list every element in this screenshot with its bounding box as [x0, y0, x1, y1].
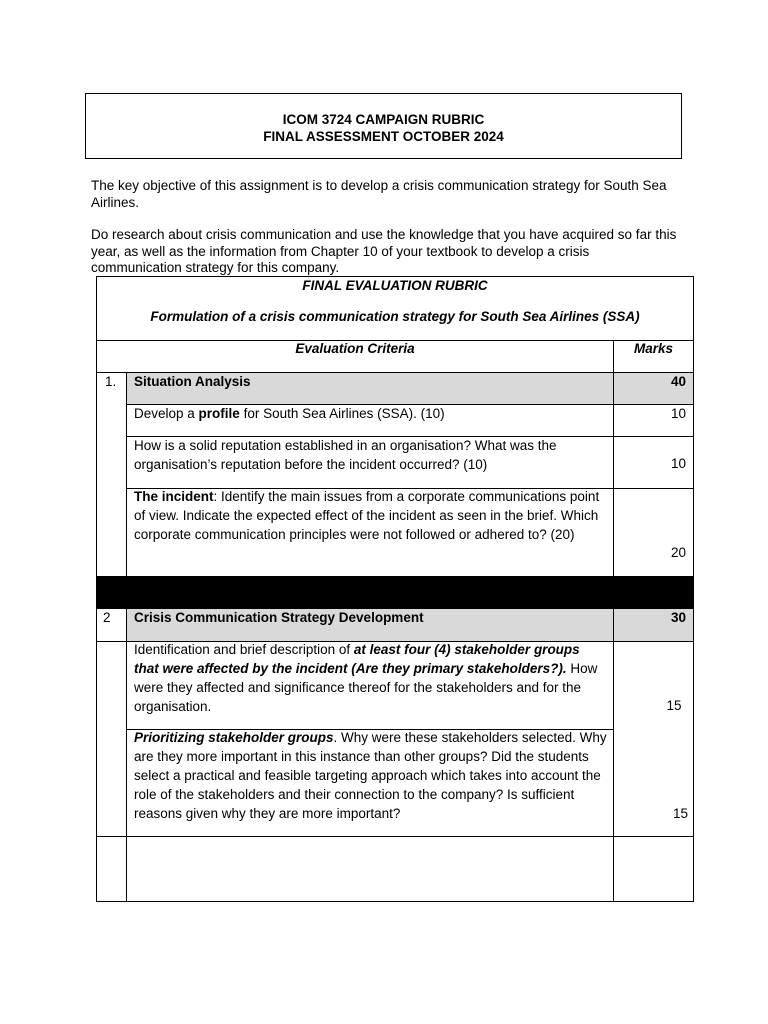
empty-row	[127, 837, 613, 901]
rubric-subtitle: Formulation of a crisis communication strategy for South Sea Airlines (SSA)	[150, 309, 640, 324]
separator-bar	[97, 576, 694, 609]
criterion-stakeholder-identification-marks: 15	[666, 698, 682, 713]
course-title: ICOM 3724 CAMPAIGN RUBRIC	[282, 112, 485, 127]
section2-title: Crisis Communication Strategy Development	[134, 610, 424, 625]
header-box	[85, 93, 682, 159]
intro-paragraph-2: Do research about crisis communication and use the knowledge that you have acquired so far this year, as well as the information from Chapter 10 of your textbook to develop a crisis communication strategy for this company.	[91, 227, 677, 275]
section1-number: 1.	[105, 374, 117, 389]
criterion-incident: The incident: Identify the main issues from a corporate communications point of view. Indicate the expected effect of the incident as seen in the brief. Which corporate communication principles were not followed or adhered to? (20)	[134, 489, 600, 542]
section1-title: Situation Analysis	[134, 374, 251, 389]
criterion-reputation-marks: 10	[670, 456, 686, 471]
criterion-reputation: How is a solid reputation established in an organisation? What was the organisation’s reputation before the incident occurred? (10)	[134, 438, 557, 472]
criterion-prioritizing: Prioritizing stakeholder groups. Why were these stakeholders selected. Why are they more important in this instance than other groups? Did the students select a practical and feasible targeting approach which takes into account the role of the stakeholders and their connection to the company? Is sufficient reasons given why they are more important?	[134, 730, 607, 821]
section1-marks: 40	[670, 374, 686, 389]
criterion-profile: Develop a profile for South Sea Airlines (SSA). (10)	[134, 406, 445, 421]
criterion-prioritizing-marks: 15	[672, 806, 688, 821]
intro-paragraph-1: The key objective of this assignment is to develop a crisis communication strategy for South Sea Airlines.	[91, 178, 667, 210]
assessment-title: FINAL ASSESSMENT OCTOBER 2024	[263, 129, 504, 144]
section2-marks: 30	[670, 610, 686, 625]
criterion-incident-marks: 20	[670, 545, 686, 560]
criterion-stakeholder-identification: Identification and brief description of at least four (4) stakeholder groups that were affected by the incident (Are they primary stakeholders?). How were they affected and significance thereof for the stakeholders and for the organisation.	[134, 642, 598, 714]
section2-number: 2	[103, 610, 111, 625]
marks-header: Marks	[633, 341, 674, 356]
criteria-header: Evaluation Criteria	[295, 341, 415, 356]
rubric-title: FINAL EVALUATION RUBRIC	[302, 278, 488, 293]
criterion-profile-marks: 10	[670, 406, 686, 421]
